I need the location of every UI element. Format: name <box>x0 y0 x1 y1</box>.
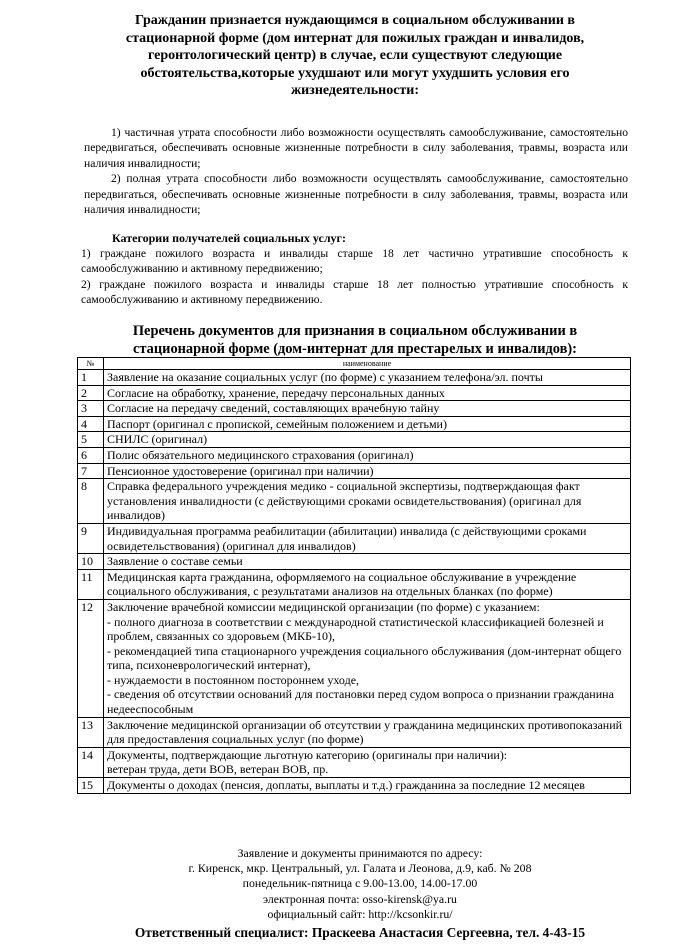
document-name-line: Пенсионное удостоверение (оригинал при наличии) <box>107 463 374 478</box>
row-document-name <box>104 416 631 432</box>
row-document-name <box>104 523 631 553</box>
row-number: 3 <box>78 401 104 417</box>
document-name-line: Согласие на обработку, хранение, передачу персональных данных <box>107 385 445 400</box>
row-number: 15 <box>78 778 104 794</box>
table-row <box>78 747 631 777</box>
category-item: 1) граждане пожилого возраста и инвалиды старше 18 лет частично утратившие способность к самообслуживанию и активному передвижению; <box>81 247 628 276</box>
table-row <box>78 463 631 479</box>
document-name-line: СНИЛС (оригинал) <box>107 432 208 447</box>
row-number: 11 <box>78 569 104 599</box>
table-row <box>78 569 631 599</box>
footer-email: электронная почта: osso-kirensk@ya.ru <box>263 891 457 906</box>
row-document-name <box>104 599 631 717</box>
footer-address: г. Киренск, мкр. Центральный, ул. Галата и Леонова, д.9, каб. № 208 <box>188 861 532 876</box>
condition-item: 1) частичная утрата способности либо возможности осуществлять самообслуживание, самостоятельно передвигаться, обеспечивать основные жизненные потребности в силу заболевания, травмы, возраста или наличия инвалидности; <box>84 126 628 170</box>
table-row <box>78 401 631 417</box>
row-number: 1 <box>78 370 104 386</box>
table-row <box>78 370 631 386</box>
footer-intro: Заявление и документы принимаются по адресу: <box>237 846 483 860</box>
categories-block <box>81 246 628 308</box>
document-name-line: Документы о доходах (пенсия, доплаты, выплаты и т.д.) гражданина за последние 12 месяцев <box>107 778 585 793</box>
condition-item: 2) полная утрата способности либо возможности осуществлять самообслуживание, самостоятельно передвигаться, обеспечивать основные жизненные потребности в силу заболевания, травмы, возраста или наличия инвалидности; <box>84 172 628 217</box>
document-name-line: Индивидуальная программа реабилитации (абилитации) инвалида (с действующими сроками освидетельствования) (оригинал для инвалидов) <box>107 523 587 553</box>
row-number: 2 <box>78 385 104 401</box>
table-row <box>78 416 631 432</box>
table-row <box>78 479 631 524</box>
documents-table <box>77 357 631 794</box>
row-document-name <box>104 479 631 524</box>
header-num: № <box>78 358 104 370</box>
row-number: 4 <box>78 416 104 432</box>
category-item: 2) граждане пожилого возраста и инвалиды старше 18 лет полностью утратившие способность к самообслуживанию и активному передвижению. <box>81 277 628 307</box>
table-row <box>78 778 631 794</box>
table-body <box>78 370 631 794</box>
document-name-line: Заявление на оказание социальных услуг (по форме) с указанием телефона/эл. почты <box>107 370 543 384</box>
document-name-line: Справка федерального учреждения медико - социальной экспертизы, подтверждающая факт установления инвалидности (с действующими сроками освидетельствования) (оригинал для инвалидов) <box>107 479 582 523</box>
document-name-line: Документы, подтверждающие льготную категорию (оригиналы при наличии): <box>107 747 508 762</box>
row-document-name <box>104 447 631 463</box>
row-document-name <box>104 554 631 570</box>
document-name-line: ветеран труда, дети ВОВ, ветеран ВОВ, пр. <box>107 762 329 777</box>
conditions-block <box>84 125 628 217</box>
document-name-line: - сведения об отсутствии оснований для постановки перед судом вопроса о признании гражданина недееспособным <box>107 687 614 717</box>
footer <box>80 846 640 941</box>
row-number: 13 <box>78 717 104 747</box>
row-number: 7 <box>78 463 104 479</box>
table-header-row <box>78 358 631 370</box>
table-row <box>78 554 631 570</box>
row-number: 6 <box>78 447 104 463</box>
table-row <box>78 447 631 463</box>
document-name-line: Полис обязательного медицинского страхования (оригинал) <box>107 447 414 462</box>
row-document-name <box>104 747 631 777</box>
row-number: 8 <box>78 479 104 524</box>
row-document-name <box>104 370 631 386</box>
row-document-name <box>104 385 631 401</box>
row-document-name <box>104 778 631 794</box>
row-document-name <box>104 717 631 747</box>
row-document-name <box>104 432 631 448</box>
row-number: 9 <box>78 523 104 553</box>
row-document-name <box>104 569 631 599</box>
table-row <box>78 385 631 401</box>
document-name-line: Заявление о составе семьи <box>107 554 243 569</box>
document-name-line: - полного диагноза в соответствии с международной статистической классификацией болезней и проблем, связанных со здоровьем (МКБ-10), <box>107 614 604 644</box>
document-name-line: - рекомендацией типа стационарного учреждения социального обслуживания (дом-интернат общего типа, психоневрологический интернат), <box>107 643 622 673</box>
document-title: Гражданин признается нуждающимся в социальном обслуживании в стационарной форме (дом интернат для пожилых граждан и инвалидов, геронтологический центр) в случае, если существуют следующие обстоятельства,которые ухудшают или могут ухудшить условия его жизнедеятельности: <box>125 13 585 98</box>
table-row <box>78 432 631 448</box>
footer-hours: понедельник-пятница с 9.00-13.00, 14.00-17.00 <box>242 876 478 891</box>
document-name-line: Медицинская карта гражданина, оформляемого на социальное обслуживание в учреждение социального обслуживания, с результатами анализов на отдельных бланках (по форме) <box>107 569 577 599</box>
row-number: 14 <box>78 747 104 777</box>
table-row <box>78 523 631 553</box>
table-row <box>78 717 631 747</box>
row-document-name <box>104 401 631 417</box>
footer-contact: Ответственный специалист: Праскеева Анастасия Сергеевна, тел. 4-43-15 <box>134 925 586 941</box>
document-name-line: Паспорт (оригинал с пропиской, семейным положением и детьми) <box>107 416 447 431</box>
row-number: 12 <box>78 599 104 717</box>
document-name-line: - нуждаемости в постоянном постороннем уходе, <box>107 672 360 687</box>
footer-site: официальный сайт: http://kcsonkir.ru/ <box>267 906 453 921</box>
categories-heading: Категории получателей социальных услуг: <box>112 231 346 245</box>
row-number: 10 <box>78 554 104 570</box>
document-name-line: Заключение врачебной комиссии медицинской организации (по форме) с указанием: <box>107 599 540 614</box>
documents-list-title: Перечень документов для признания в социальном обслуживании в стационарной форме (дом-интернат для престарелых и инвалидов): <box>132 323 578 357</box>
row-document-name <box>104 463 631 479</box>
header-name: наименование <box>104 358 631 370</box>
table-row <box>78 599 631 717</box>
document-name-line: Заключение медицинской организации об отсутствии у гражданина медицинских противопоказаний для предоставления социальных услуг (по форме) <box>107 717 623 747</box>
document-name-line: Согласие на передачу сведений, составляющих врачебную тайну <box>107 401 440 416</box>
row-number: 5 <box>78 432 104 448</box>
